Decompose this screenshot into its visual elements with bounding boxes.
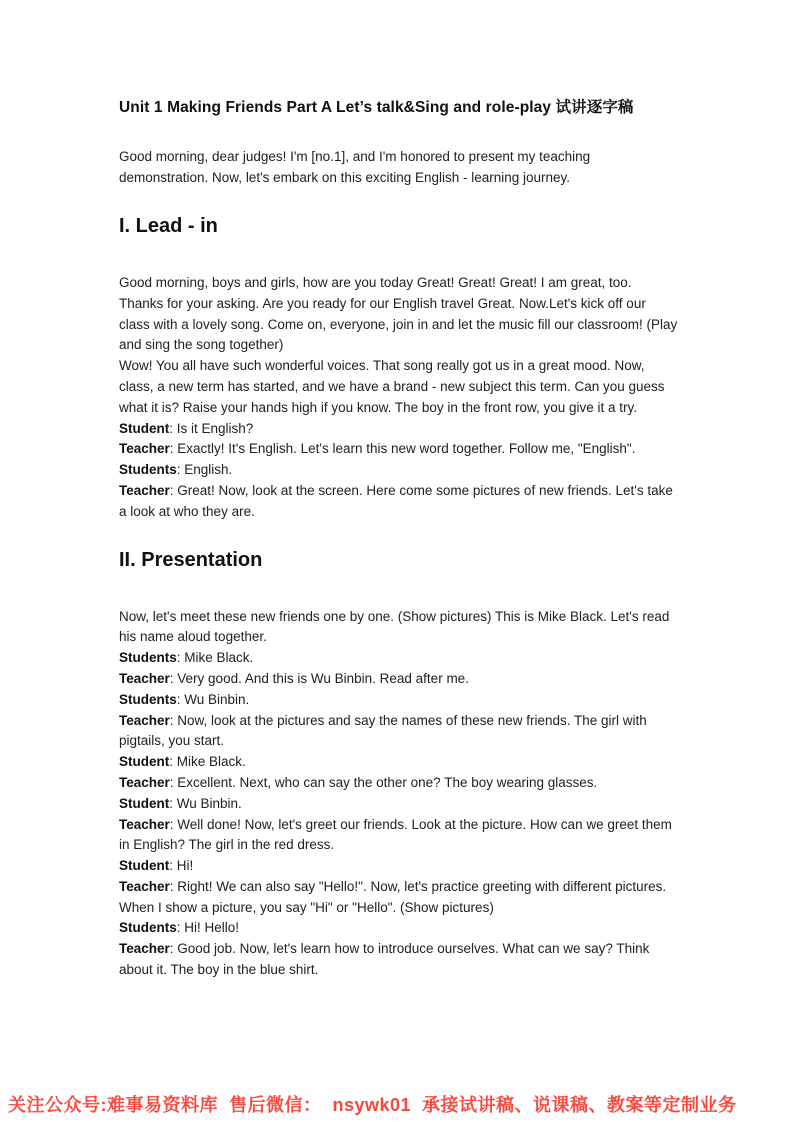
speaker-label: Student — [119, 795, 170, 811]
speaker-label: Students — [119, 462, 177, 478]
dialogue-line: Student: Wu Binbin. — [119, 795, 242, 811]
paragraph: Good morning, boys and girls, how are you today Great! Great! Great! I am great, too. Thanks for your asking. Are you ready for our English travel Great. Now.Let's kick off our class with a lovely song. Come on, everyone, join in and let the music fill our classroom! (Play and sing the song together) — [119, 274, 678, 353]
paragraph: Wow! You all have such wonderful voices. That song really got us in a great mood. Now, class, a new term has started, and we have a brand - new subject this term. Can you guess what it is? Raise your hands high if you know. The boy in the front row, you give it a try. — [119, 358, 665, 415]
sections-container — [119, 214, 679, 981]
speaker-label: Teacher — [119, 670, 170, 686]
speaker-label: Teacher — [119, 878, 170, 894]
dialogue-line: Teacher: Great! Now, look at the screen. Here come some pictures of new friends. Let's take a look at who they are. — [119, 482, 673, 519]
speaker-label: Students — [119, 920, 177, 936]
dialogue-line: Teacher: Exactly! It's English. Let's learn this new word together. Follow me, "English". — [119, 441, 636, 457]
speaker-label: Teacher — [119, 712, 170, 728]
document-title: Unit 1 Making Friends Part A Let’s talk&Sing and role-play 试讲逐字稿 — [119, 99, 634, 116]
dialogue-line: Students: Mike Black. — [119, 650, 254, 666]
dialogue-line: Teacher: Well done! Now, let's greet our friends. Look at the picture. How can we greet them in English? The girl in the red dress. — [119, 816, 672, 853]
dialogue-line: Students: English. — [119, 462, 233, 478]
dialogue-line: Teacher: Very good. And this is Wu Binbin. Read after me. — [119, 670, 469, 686]
speaker-label: Student — [119, 858, 170, 874]
promo-banner — [0, 1088, 793, 1120]
dialogue-line: Teacher: Excellent. Next, who can say the other one? The boy wearing glasses. — [119, 774, 598, 790]
section-body — [119, 273, 679, 523]
dialogue-line: Student: Mike Black. — [119, 754, 246, 770]
speaker-label: Teacher — [119, 441, 170, 457]
document-content — [119, 98, 679, 981]
dialogue-line: Students: Hi! Hello! — [119, 920, 240, 936]
dialogue-line: Teacher: Good job. Now, let's learn how to introduce ourselves. What can we say? Think about it. The boy in the blue shirt. — [119, 941, 650, 978]
speaker-label: Teacher — [119, 774, 170, 790]
speaker-label: Teacher — [119, 941, 170, 957]
intro-paragraph: Good morning, dear judges! I'm [no.1], and I'm honored to present my teaching demonstration. Now, let's embark on this exciting English - learning journey. — [119, 149, 591, 186]
speaker-label: Student — [119, 420, 170, 436]
section-heading: I. Lead - in — [119, 214, 218, 237]
section-heading: II. Presentation — [119, 548, 263, 571]
dialogue-line: Student: Hi! — [119, 858, 194, 874]
speaker-label: Teacher — [119, 482, 170, 498]
speaker-label: Student — [119, 754, 170, 770]
dialogue-line: Students: Wu Binbin. — [119, 691, 250, 707]
paragraph: Now, let's meet these new friends one by one. (Show pictures) This is Mike Black. Let's read his name aloud together. — [119, 608, 670, 645]
promo-banner-text: 关注公众号:难事易资料库 售后微信： nsywk01 承接试讲稿、说课稿、教案等定制业务 — [8, 1095, 737, 1115]
speaker-label: Students — [119, 691, 177, 707]
speaker-label: Teacher — [119, 816, 170, 832]
dialogue-line: Teacher: Now, look at the pictures and say the names of these new friends. The girl with pigtails, you start. — [119, 712, 647, 749]
section-body — [119, 607, 679, 981]
dialogue-line: Student: Is it English? — [119, 420, 254, 436]
dialogue-line: Teacher: Right! We can also say "Hello!". Now, let's practice greeting with different pictures. When I show a picture, you say "Hi" or "Hello". (Show pictures) — [119, 878, 667, 915]
speaker-label: Students — [119, 650, 177, 666]
